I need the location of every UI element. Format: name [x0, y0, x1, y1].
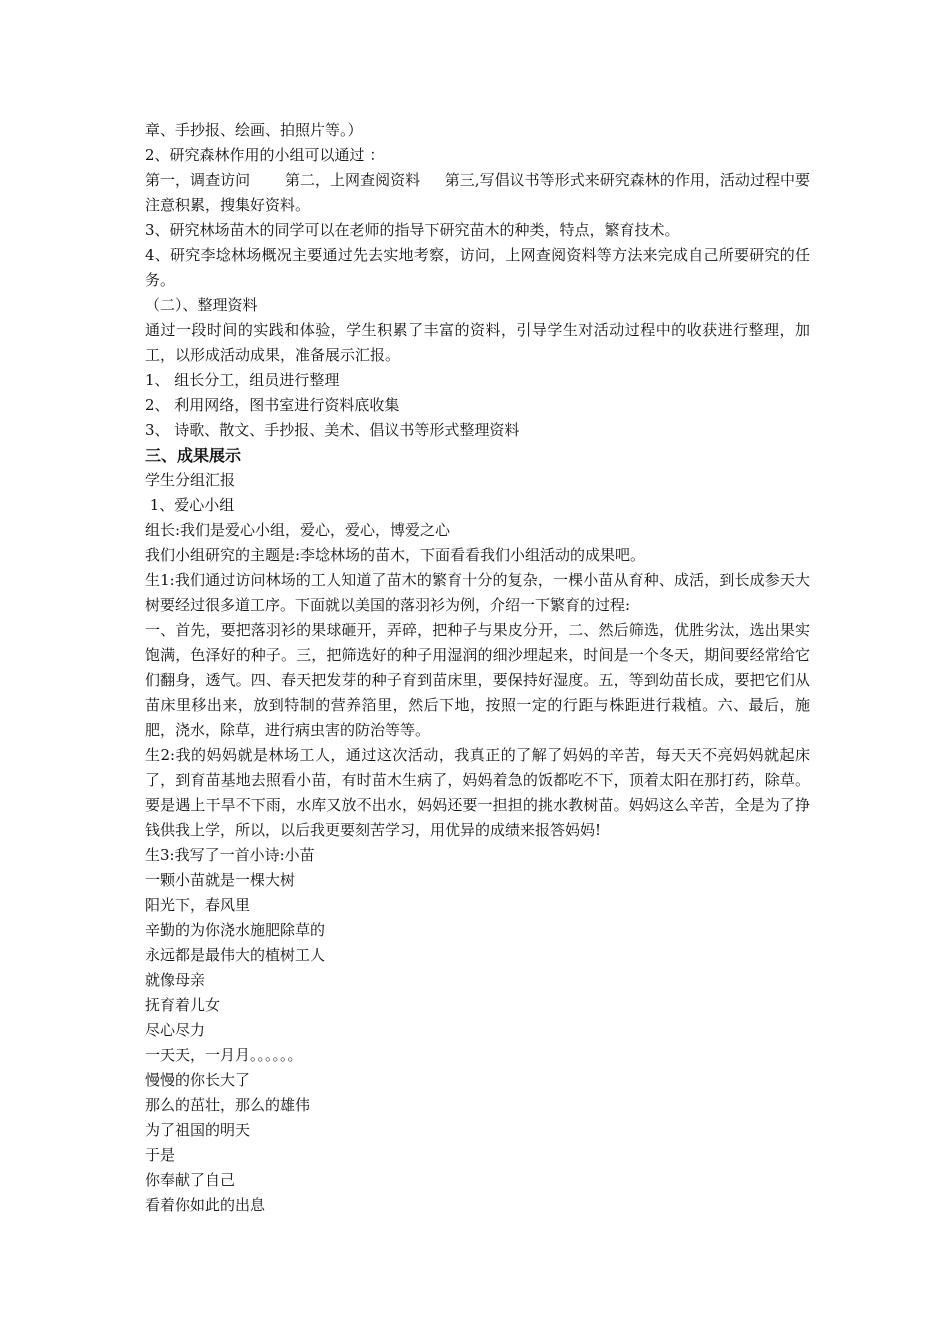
section-subheading: （二）、整理资料: [145, 296, 258, 314]
document-page: [145, 118, 810, 1218]
paragraph: 生2:我的妈妈就是林场工人，通过这次活动，我真正的了解了妈妈的辛苦，每天天不亮妈妈就起床了，到育苗基地去照看小苗，有时苗木生病了，妈妈着急的饭都吃不下，顶着太阳在那打药，除草。要是遇上干旱不下雨，水库又放不出水，妈妈还要一担担的挑水教树苗。妈妈这么辛苦，全是为了挣钱供我上学，所以，以后我更要刻苦学习，用优异的成绩来报答妈妈!: [145, 746, 810, 839]
poem-line: 就像母亲: [145, 971, 206, 989]
poem-line: 永远都是最伟大的植树工人: [145, 946, 326, 964]
poem-line: 慢慢的你长大了: [145, 1071, 251, 1089]
poem-line: 阳光下，春风里: [145, 896, 251, 914]
paragraph: 一、首先，要把落羽衫的果球砸开，弄碎，把种子与果皮分开，二、然后筛选，优胜劣汰，选出果实饱满，色泽好的种子。三，把筛选好的种子用湿润的细沙埋起来，时间是一个冬天，期间要经常给它们翻身，透气。四、春天把发芽的种子育到苗床里，要保持好湿度。五，等到幼苗长成，要把它们从苗床里移出来，放到特制的营养箔里，然后下地，按照一定的行距与株距进行栽植。六、最后，施肥，浇水，除草，进行病虫害的防治等等。: [145, 621, 810, 739]
poem-line: 为了祖国的明天: [145, 1121, 251, 1139]
poem-line: 于是: [145, 1146, 176, 1164]
poem-line: 看着你如此的出息: [145, 1196, 266, 1214]
text-line: 2、研究森林作用的小组可以通过 ：: [145, 146, 385, 164]
text-line: 3、研究林场苗木的同学可以在老师的指导下研究苗木的种类，特点，繁育技术。: [145, 221, 680, 239]
text-line: 1、爱心小组: [145, 496, 235, 514]
text-line: 章、手抄报、绘画、拍照片等。）: [145, 121, 363, 139]
poem-line: 尽心尽力: [145, 1021, 206, 1039]
poem-line: 抚育着儿女: [145, 996, 221, 1014]
text-line: 我们小组研究的主题是:李埝林场的苗木，下面看看我们小组活动的成果吧。: [145, 546, 646, 564]
list-item: 1、 组长分工，组员进行整理: [145, 371, 340, 389]
list-item: 2、 利用网络，图书室进行资料底收集: [145, 396, 400, 414]
list-item: 3、 诗歌、散文、手抄报、美术、倡议书等形式整理资料: [145, 421, 520, 439]
paragraph: 通过一段时间的实践和体验，学生积累了丰富的资料，引导学生对活动过程中的收获进行整理，加工，以形成活动成果，准备展示汇报。: [145, 321, 810, 364]
poem-title-line: 生3:我写了一首小诗:小苗: [145, 846, 315, 864]
poem-line: 一颗小苗就是一棵大树: [145, 871, 296, 889]
poem-line: 你奉献了自己: [145, 1171, 236, 1189]
paragraph: 第一，调查访问 第二，上网查阅资料 第三,写倡议书等形式来研究森林的作用，活动过程中要注意积累，搜集好资料。: [145, 171, 810, 214]
poem-line: 一天天，一月月。。。。。。: [145, 1046, 303, 1064]
text-line: 组长:我们是爱心小组，爱心，爱心，博爱之心: [145, 521, 451, 539]
paragraph: 4、研究李埝林场概况主要通过先去实地考察，访问，上网查阅资料等方法来完成自己所要研究的任务。: [145, 246, 810, 289]
section-heading: 三、成果展示: [145, 446, 242, 465]
poem-line: 辛勤的为你浇水施肥除草的: [145, 921, 326, 939]
paragraph: 生1:我们通过访问林场的工人知道了苗木的繁育十分的复杂，一棵小苗从育种、成活，到长成参天大树要经过很多道工序。下面就以美国的落羽衫为例，介绍一下繁育的过程:: [145, 571, 810, 614]
poem-line: 那么的茁壮，那么的雄伟: [145, 1096, 311, 1114]
text-line: 学生分组汇报: [145, 471, 236, 489]
